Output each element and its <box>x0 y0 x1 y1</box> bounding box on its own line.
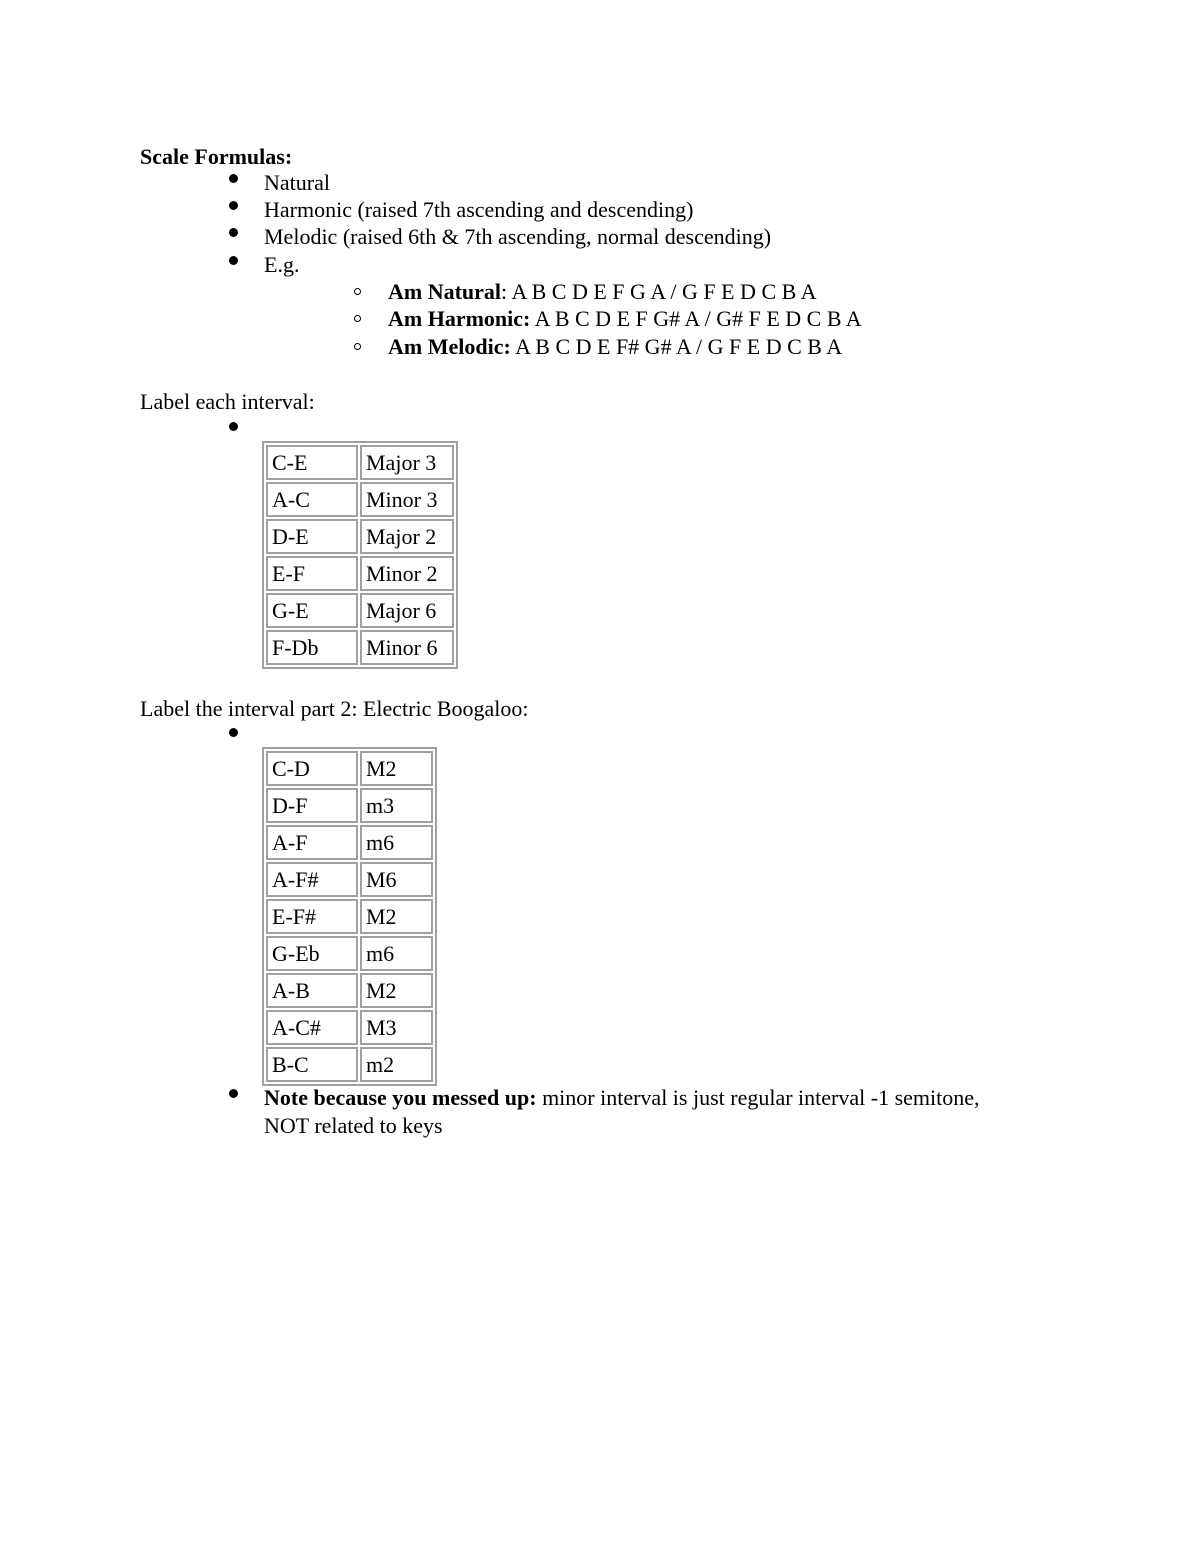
bullet-icon <box>229 1089 238 1098</box>
table-cell: M2 <box>360 899 433 934</box>
note-label: Note because you messed up: <box>264 1085 537 1110</box>
table-cell: m6 <box>360 825 433 860</box>
example-am-harmonic <box>388 305 862 332</box>
note-text: minor interval is just regular interval -1 semitone, <box>536 1085 980 1110</box>
hollow-bullet-icon <box>354 315 361 322</box>
list-item: Melodic (raised 6th & 7th ascending, normal descending) <box>264 224 772 249</box>
example-label: Am Harmonic: <box>388 306 531 331</box>
bullet-icon <box>229 256 238 265</box>
example-separator: : <box>501 279 512 304</box>
example-label: Am Natural <box>388 279 502 304</box>
bullet-icon <box>229 228 238 237</box>
table-cell: M6 <box>360 862 433 897</box>
table-cell: Minor 6 <box>360 630 454 665</box>
intervals-table-2 <box>262 747 437 1086</box>
table-row <box>266 825 433 860</box>
table-cell: A-C <box>266 482 358 517</box>
table-cell: E-F <box>266 556 358 591</box>
list-item: Natural <box>264 170 330 195</box>
example-notes: A B C D E F G# A / G# F E D C B A <box>534 306 862 331</box>
section1-heading: Label each interval: <box>140 389 315 414</box>
note-line-1 <box>264 1084 980 1111</box>
table-cell: A-C# <box>266 1010 358 1045</box>
example-am-melodic <box>388 333 842 360</box>
table-row <box>266 862 433 897</box>
list-item: Harmonic (raised 7th ascending and descending) <box>264 197 694 222</box>
table-cell: A-F# <box>266 862 358 897</box>
table-cell: m6 <box>360 936 433 971</box>
table-row <box>266 899 433 934</box>
table-cell: A-F <box>266 825 358 860</box>
hollow-bullet-icon <box>354 288 361 295</box>
scale-formulas-heading: Scale Formulas: <box>140 144 293 169</box>
table-cell: M2 <box>360 751 433 786</box>
table-row <box>266 630 454 665</box>
table-cell: F-Db <box>266 630 358 665</box>
intervals-table-1 <box>262 441 458 669</box>
list-item: E.g. <box>264 252 300 277</box>
table-cell: Minor 2 <box>360 556 454 591</box>
table-cell: Major 6 <box>360 593 454 628</box>
table-cell: G-E <box>266 593 358 628</box>
table-cell: m3 <box>360 788 433 823</box>
table-row <box>266 556 454 591</box>
table-row <box>266 482 454 517</box>
example-notes: A B C D E F# G# A / G F E D C B A <box>515 334 843 359</box>
table-cell: M3 <box>360 1010 433 1045</box>
table-cell: C-E <box>266 445 358 480</box>
note-line-2: NOT related to keys <box>264 1113 443 1138</box>
table-cell: D-E <box>266 519 358 554</box>
table-cell: M2 <box>360 973 433 1008</box>
table-row <box>266 751 433 786</box>
table-cell: Major 3 <box>360 445 454 480</box>
table-cell: A-B <box>266 973 358 1008</box>
table-cell: Minor 3 <box>360 482 454 517</box>
hollow-bullet-icon <box>354 343 361 350</box>
bullet-icon <box>229 422 238 431</box>
bullet-icon <box>229 174 238 183</box>
table-row <box>266 973 433 1008</box>
table-row <box>266 1047 433 1082</box>
table-cell: D-F <box>266 788 358 823</box>
section2-heading: Label the interval part 2: Electric Boogaloo: <box>140 696 529 721</box>
table-cell: E-F# <box>266 899 358 934</box>
table-row <box>266 445 454 480</box>
table-cell: C-D <box>266 751 358 786</box>
bullet-icon <box>229 201 238 210</box>
table-cell: B-C <box>266 1047 358 1082</box>
table-row <box>266 788 433 823</box>
example-label: Am Melodic: <box>388 334 511 359</box>
table-cell: G-Eb <box>266 936 358 971</box>
table-cell: Major 2 <box>360 519 454 554</box>
table-row <box>266 593 454 628</box>
example-notes: A B C D E F G A / G F E D C B A <box>511 279 817 304</box>
table-row <box>266 936 433 971</box>
table-cell: m2 <box>360 1047 433 1082</box>
table-row <box>266 1010 433 1045</box>
table-row <box>266 519 454 554</box>
bullet-icon <box>229 728 238 737</box>
example-am-natural <box>388 278 816 305</box>
